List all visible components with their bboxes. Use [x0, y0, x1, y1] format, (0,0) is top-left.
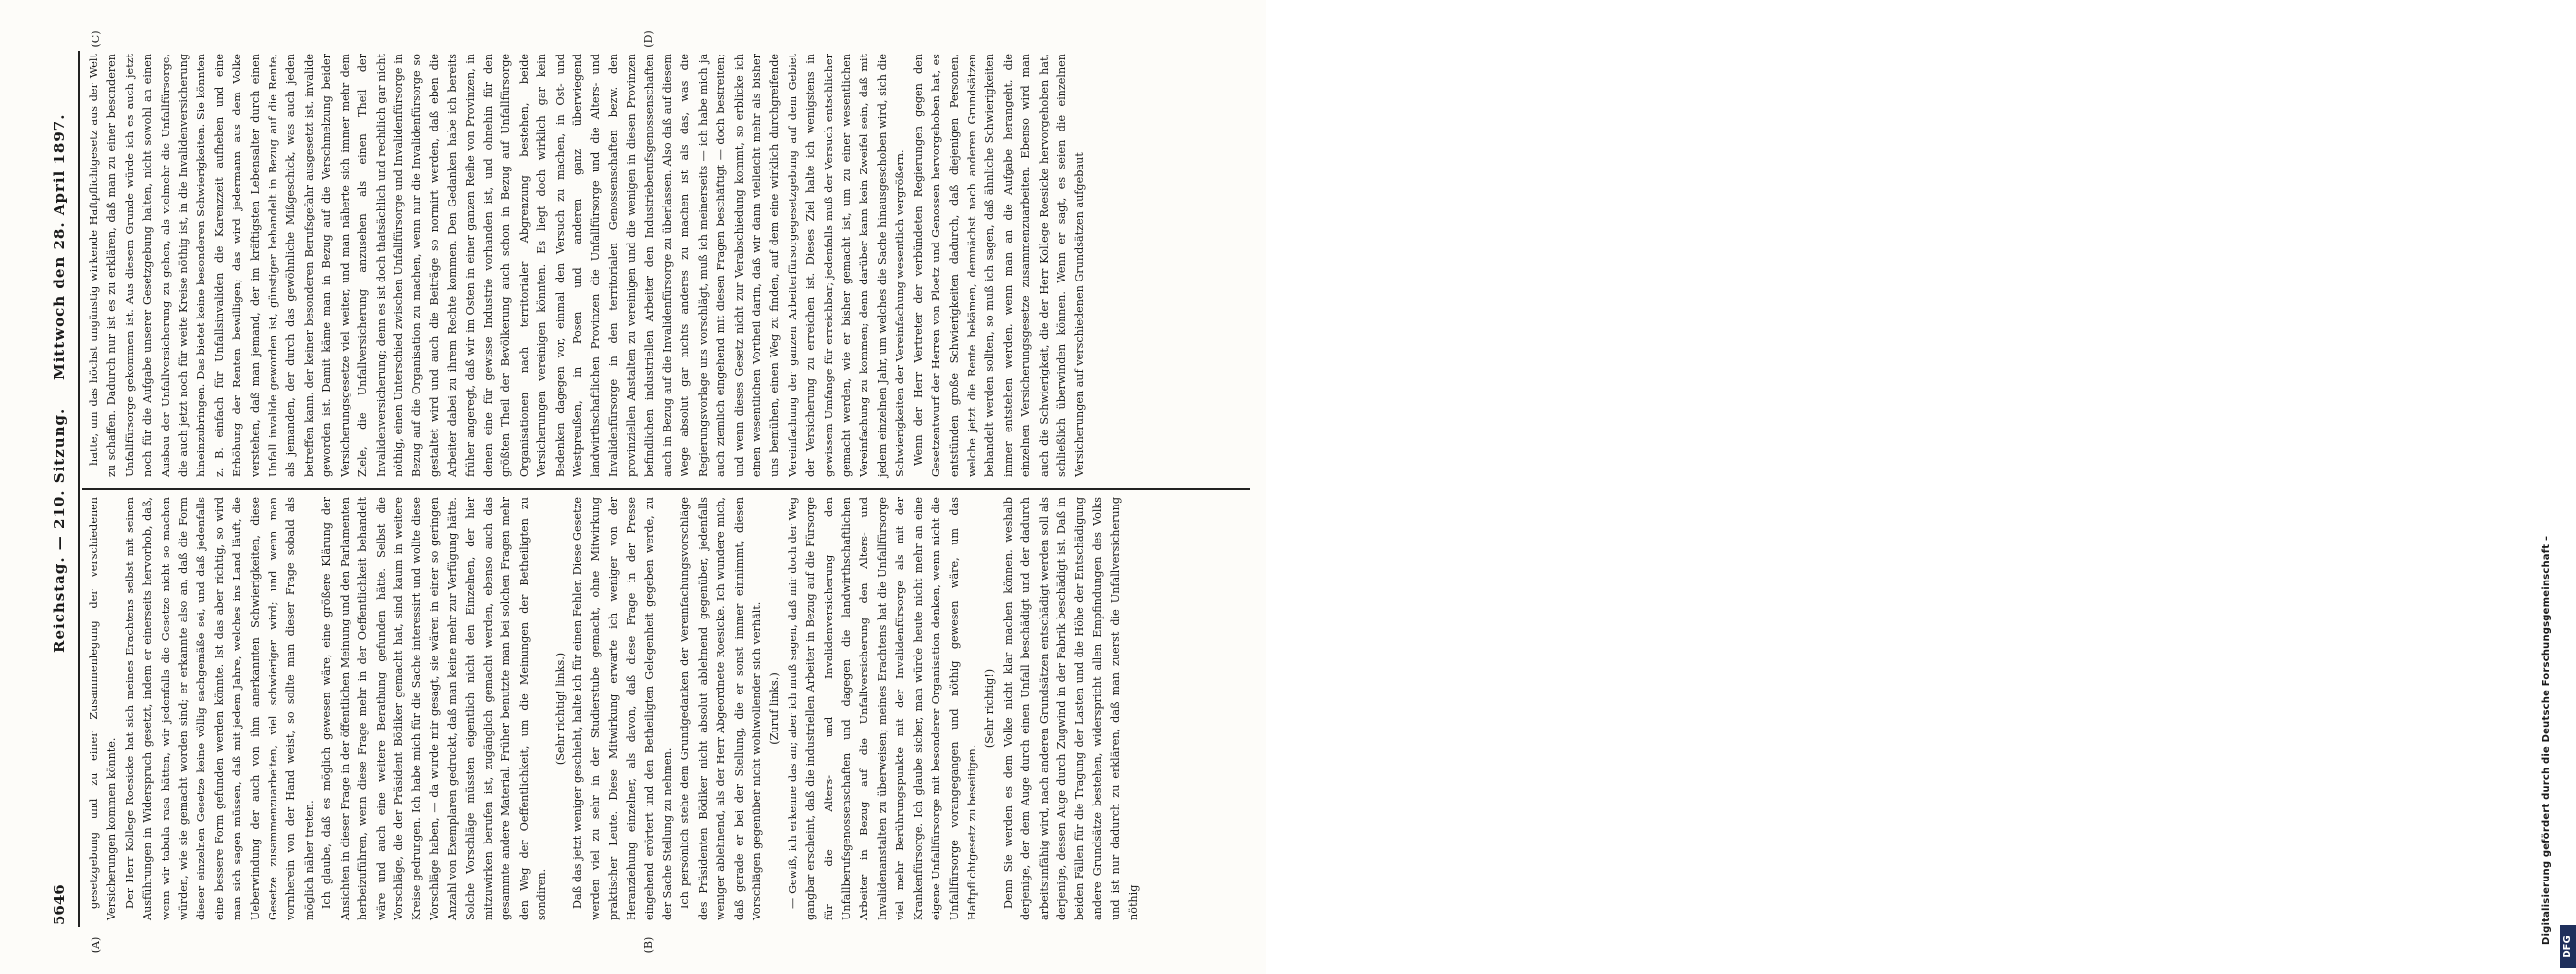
- marker-b: (B): [643, 936, 655, 954]
- interjection: (Sehr richtig!): [983, 668, 997, 749]
- paragraph: Ich glaube, daß es möglich gewesen wäre, eine größere Klärung der Ansichten in dieser Frage in der öffentlichen Meinung und den Parlamenten herbeizuführen, wenn diese Frage mehr in der Oeffentlichkeit behandelt wäre und auch eine weitere Berathung gefunden hätte. Selbst die Vorschläge, die der Präsident Bödiker gemacht hat, sind kaum in weitere Kreise gedrungen. Ich habe mich für die Sache interessirt und wollte diese Vorschläge haben, — da wurde mir gesagt, sie wären in einer so geringen Anzahl von Exemplaren gedruckt, daß man keine mehr zur Verfügung hätte. Solche Vorschläge müssten eigentlich nicht den Einzelnen, der hier mitzuwirken berufen ist, zugänglich gemacht werden, ebenso auch das gesammte andere Material. Früher benutzte man bei solchen Fragen mehr den Weg der Oeffentlichkeit, um die Meinungen der Betheiligten zu sondiren.: [320, 497, 549, 920]
- header-rule: [78, 51, 80, 927]
- paragraph: Ich persönlich stehe dem Grundgedanken der Vereinfachungsvorschläge des Präsidenten Bödiker nicht absolut ablehnend gegenüber, jedenfalls weniger ablehnend, als der Herr Abgeordnete Roesicke. Ich wundere mich, daß gerade er bei der Stellung, die er sonst immer einnimmt, diesen Vorschlägen gegenüber nicht wohlwollender sich verhält.: [679, 497, 764, 920]
- session-date: Mittwoch den 28. April 1897.: [51, 113, 68, 380]
- right-column: [86, 54, 1234, 477]
- paragraph: Denn Sie werden es dem Volke nicht klar machen können, weshalb derjenige, der dem Auge durch einen Unfall beschädigt und der dadurch arbeitsunfähig wird, nach anderen Grundsätzen entschädigt werden soll als derjenige, dessen Auge durch Zugwind in der Fabrik beschädigt ist. Daß in beiden Fällen für die Tragung der Lasten und die Höhe der Entschädigung andere Grundsätze bestehen, widerspricht allen Empfindungen des Volks und ist nur dadurch zu erklären, daß man zuerst die Unfallversicherung nöthig: [1001, 497, 1140, 920]
- page-header: [51, 58, 76, 925]
- column-divider: [82, 488, 1250, 490]
- dfg-logo: DFG: [2560, 925, 2576, 968]
- paragraph: hatte, um das höchst ungünstig wirkende Haftpflichtgesetz aus der Welt zu schaffen. Dadurch nur ist es zu erklären, daß man zu einer besonderen Unfallfürsorge gekommen ist. Aus diesem Grunde würde ich es auch jetzt noch für die Aufgabe unserer Gesetzgebung halten, nicht sowohl an einen Ausbau der Unfallversicherung zu gehen, als vielmehr die Unfallfürsorge, die auch jetzt noch für weite Kreise nöthig ist, in die Invalidenversicherung hineinzubringen. Das bietet keine besonderen Schwierigkeiten. Sie könnten z. B. einfach für Unfallsinvaliden die Karenzzeit aufheben und eine Erhöhung der Renten bewilligen; das wird jedermann aus dem Volke verstehen, daß man jemand, der im kräftigsten Lebensalter durch einen Unfall invalide geworden ist, günstiger behandelt in Bezug auf die Rente, als jemanden, der durch das gewöhnliche Mißgeschick, was auch jeden betreffen kann, der keiner besonderen Berufsgefahr ausgesetzt ist, invalide geworden ist. Damit käme man in Bezug auf die Verschmelzung beider Versicherungsgesetze viel weiter, und man näherte sich immer mehr dem Ziele, die Unfallversicherung anzusehen als einen Theil der Invalidenversicherung; denn es ist doch thatsächlich und rechtlich gar nicht nöthig, einen Unterschied zwischen Unfallfürsorge und Invalidenfürsorge in Bezug auf die Organisation zu machen, wenn nur die Invalidenfürsorge so gestaltet wird und auch die Beiträge so normirt werden, daß eben die Arbeiter dabei zu ihrem Rechte kommen. Den Gedanken habe ich bereits früher angeregt, daß wir im Osten in einer ganzen Reihe von Provinzen, in denen eine für gewisse Industrie vorhanden ist, und ohnehin für den größten Theil der Bevölkerung auch schon in Bezug auf Unfallfürsorge Organisationen nach territorialer Abgrenzung bestehen, beide Versicherungen vereinigen könnten. Es liegt doch wirklich gar kein Bedenken dagegen vor, einmal den Versuch zu machen, in Ost- und Westpreußen, in Posen und anderen ganz überwiegend landwirthschaftlichen Provinzen die Unfallfürsorge und die Alters- und Invalidenfürsorge in den territorialen Genossenschaften bezw. den provinziellen Anstalten zu vereinigen und die wenigen in diesen Provinzen befindlichen industriellen Arbeiter den Industrieberufsgenossenschaften auch in Bezug auf die Invalidenfürsorge zu überlassen. Also daß auf diesem Wege absolut gar nichts anderes zu machen ist als das, was die Regierungsvorlage uns vorschlägt, muß ich meinerseits — ich habe mich ja auch ziemlich eingehend mit diesen Fragen beschäftigt — doch bestreiten; und wenn dieses Gesetz nicht zur Verabschiedung kommt, so erblicke ich einen wesentlichen Vortheil darin, daß wir dann vielleicht mehr als bisher uns bemühen, einen Weg zu finden, auf dem eine wirklich durchgreifende Vereinfachung der ganzen Arbeiterfürsorgegesetzgebung auf dem Gebiet der Versicherung zu erreichen ist. Dieses Ziel halte ich wenigstens in gewissem Umfange für erreichbar; jedenfalls muß der Versuch entschlicher gemacht werden, wie er bisher gemacht ist, um zu einer wesentlichen Vereinfachung zu kommen; denn darüber kann kein Zweifel sein, daß mit jedem einzelnen Jahr, um welches die Sache hinausgeschoben wird, sich die Schwierigkeiten der Vereinfachung wesentlich vergrößern.: [88, 54, 907, 477]
- paragraph: Wenn der Herr Vertreter der verbündeten Regierungen gegen den Gesetzentwurf der Herren von Ploetz und Genossen hervorgehoben hat, es entstünden große Schwierigkeiten dadurch, daß diejenigen Personen, welche jetzt die Rente bekämen, demnächst nach anderen Grundsätzen behandelt werden sollten, so muß ich sagen, daß ähnliche Schwierigkeiten immer entstehen werden, wenn man an die Aufgabe herangeht, die einzelnen Versicherungsgesetze zusammenzuarbeiten. Ebenso wird man auch die Schwierigkeit, die der Herr Kollege Roesicke hervorgehoben hat, schließlich überwinden können. Wenn er sagt, es seien die einzelnen Versicherungen auf verschiedenen Grundsätzen aufgebaut: [911, 54, 1086, 477]
- page-number: 5646: [51, 884, 68, 925]
- interjection: (Zuruf links.): [768, 672, 782, 745]
- page-content: [0, 0, 1266, 974]
- interjection: (Sehr richtig! links.): [553, 652, 567, 766]
- left-column: [86, 497, 1234, 920]
- session-title: Reichstag. — 210. Sitzung.: [51, 407, 68, 653]
- paragraph: Daß das jetzt weniger geschieht, halte ich für einen Fehler. Diese Gesetze werden viel zu sehr in der Studierstube gemacht, ohne Mitwirkung praktischer Leute. Diese Mitwirkung erwarte ich weniger von der Heranziehung einzelner, als davon, daß diese Frage in der Presse eingehend erörtert und den Betheiligten Gelegenheit gegeben werde, zu der Sache Stellung zu nehmen.: [570, 497, 674, 920]
- digitization-note: Digitalisierung gefördert durch die Deutsche Forschungsgemeinschaft –: [2541, 535, 2552, 945]
- marker-d: (D): [643, 30, 655, 48]
- marker-a: (A): [90, 936, 102, 954]
- marker-c: (C): [90, 30, 102, 48]
- digitization-strip: [1266, 0, 2573, 974]
- paragraph: Der Herr Kollege Roesicke hat sich meines Erachtens selbst mit seinen Ausführungen in Widerspruch gesetzt, indem er einerseits hervorhob, daß, wenn wir tabula rasa hätten, wir jedenfalls die Gesetze nicht so machen würden, wie sie gemacht worden sind; er erkannte also an, daß die Form dieser einzelnen Gesetze keine völlig sachgemäße sei, und daß jedenfalls eine bessere Form gefunden werden könnte. Ist das aber richtig, so wird man sich sagen müssen, daß mit jedem Jahre, welches ins Land läuft, die Ueberwindung der auch von ihm anerkannten Schwierigkeiten, diese Gesetze zusammenzuarbeiten, viel schwieriger wird; und wenn man vornherein von der Hand weist, so sollte man dieser Frage sobald als möglich näher treten.: [123, 497, 315, 920]
- paragraph: — Gewiß, ich erkenne das an; aber ich muß sagen, daß mir doch der Weg gangbar erscheint, daß die industriellen Arbeiter in Bezug auf die Fürsorge für die Alters- und Invalidenversicherung den Unfallberufsgenossenschaften und dagegen die landwirthschaftlichen Arbeiter in Bezug auf die Unfallversicherung den Alters- und Invalidenanstalten zu überweisen; meines Erachtens hat die Unfallfürsorge viel mehr Berührungspunkte mit der Invalidenfürsorge als mit der Krankenfürsorge. Ich glaube sicher, man würde heute nicht mehr an eine eigene Unfallfürsorge mit besonderer Organisation denken, wenn nicht die Unfallfürsorge vorangegangen und nöthig gewesen wäre, um das Haftpflichtgesetz zu beseitigen.: [786, 497, 978, 920]
- paragraph: gesetzgebung und zu einer Zusammenlegung der verschiedenen Versicherungen kommen könnte.: [88, 497, 119, 920]
